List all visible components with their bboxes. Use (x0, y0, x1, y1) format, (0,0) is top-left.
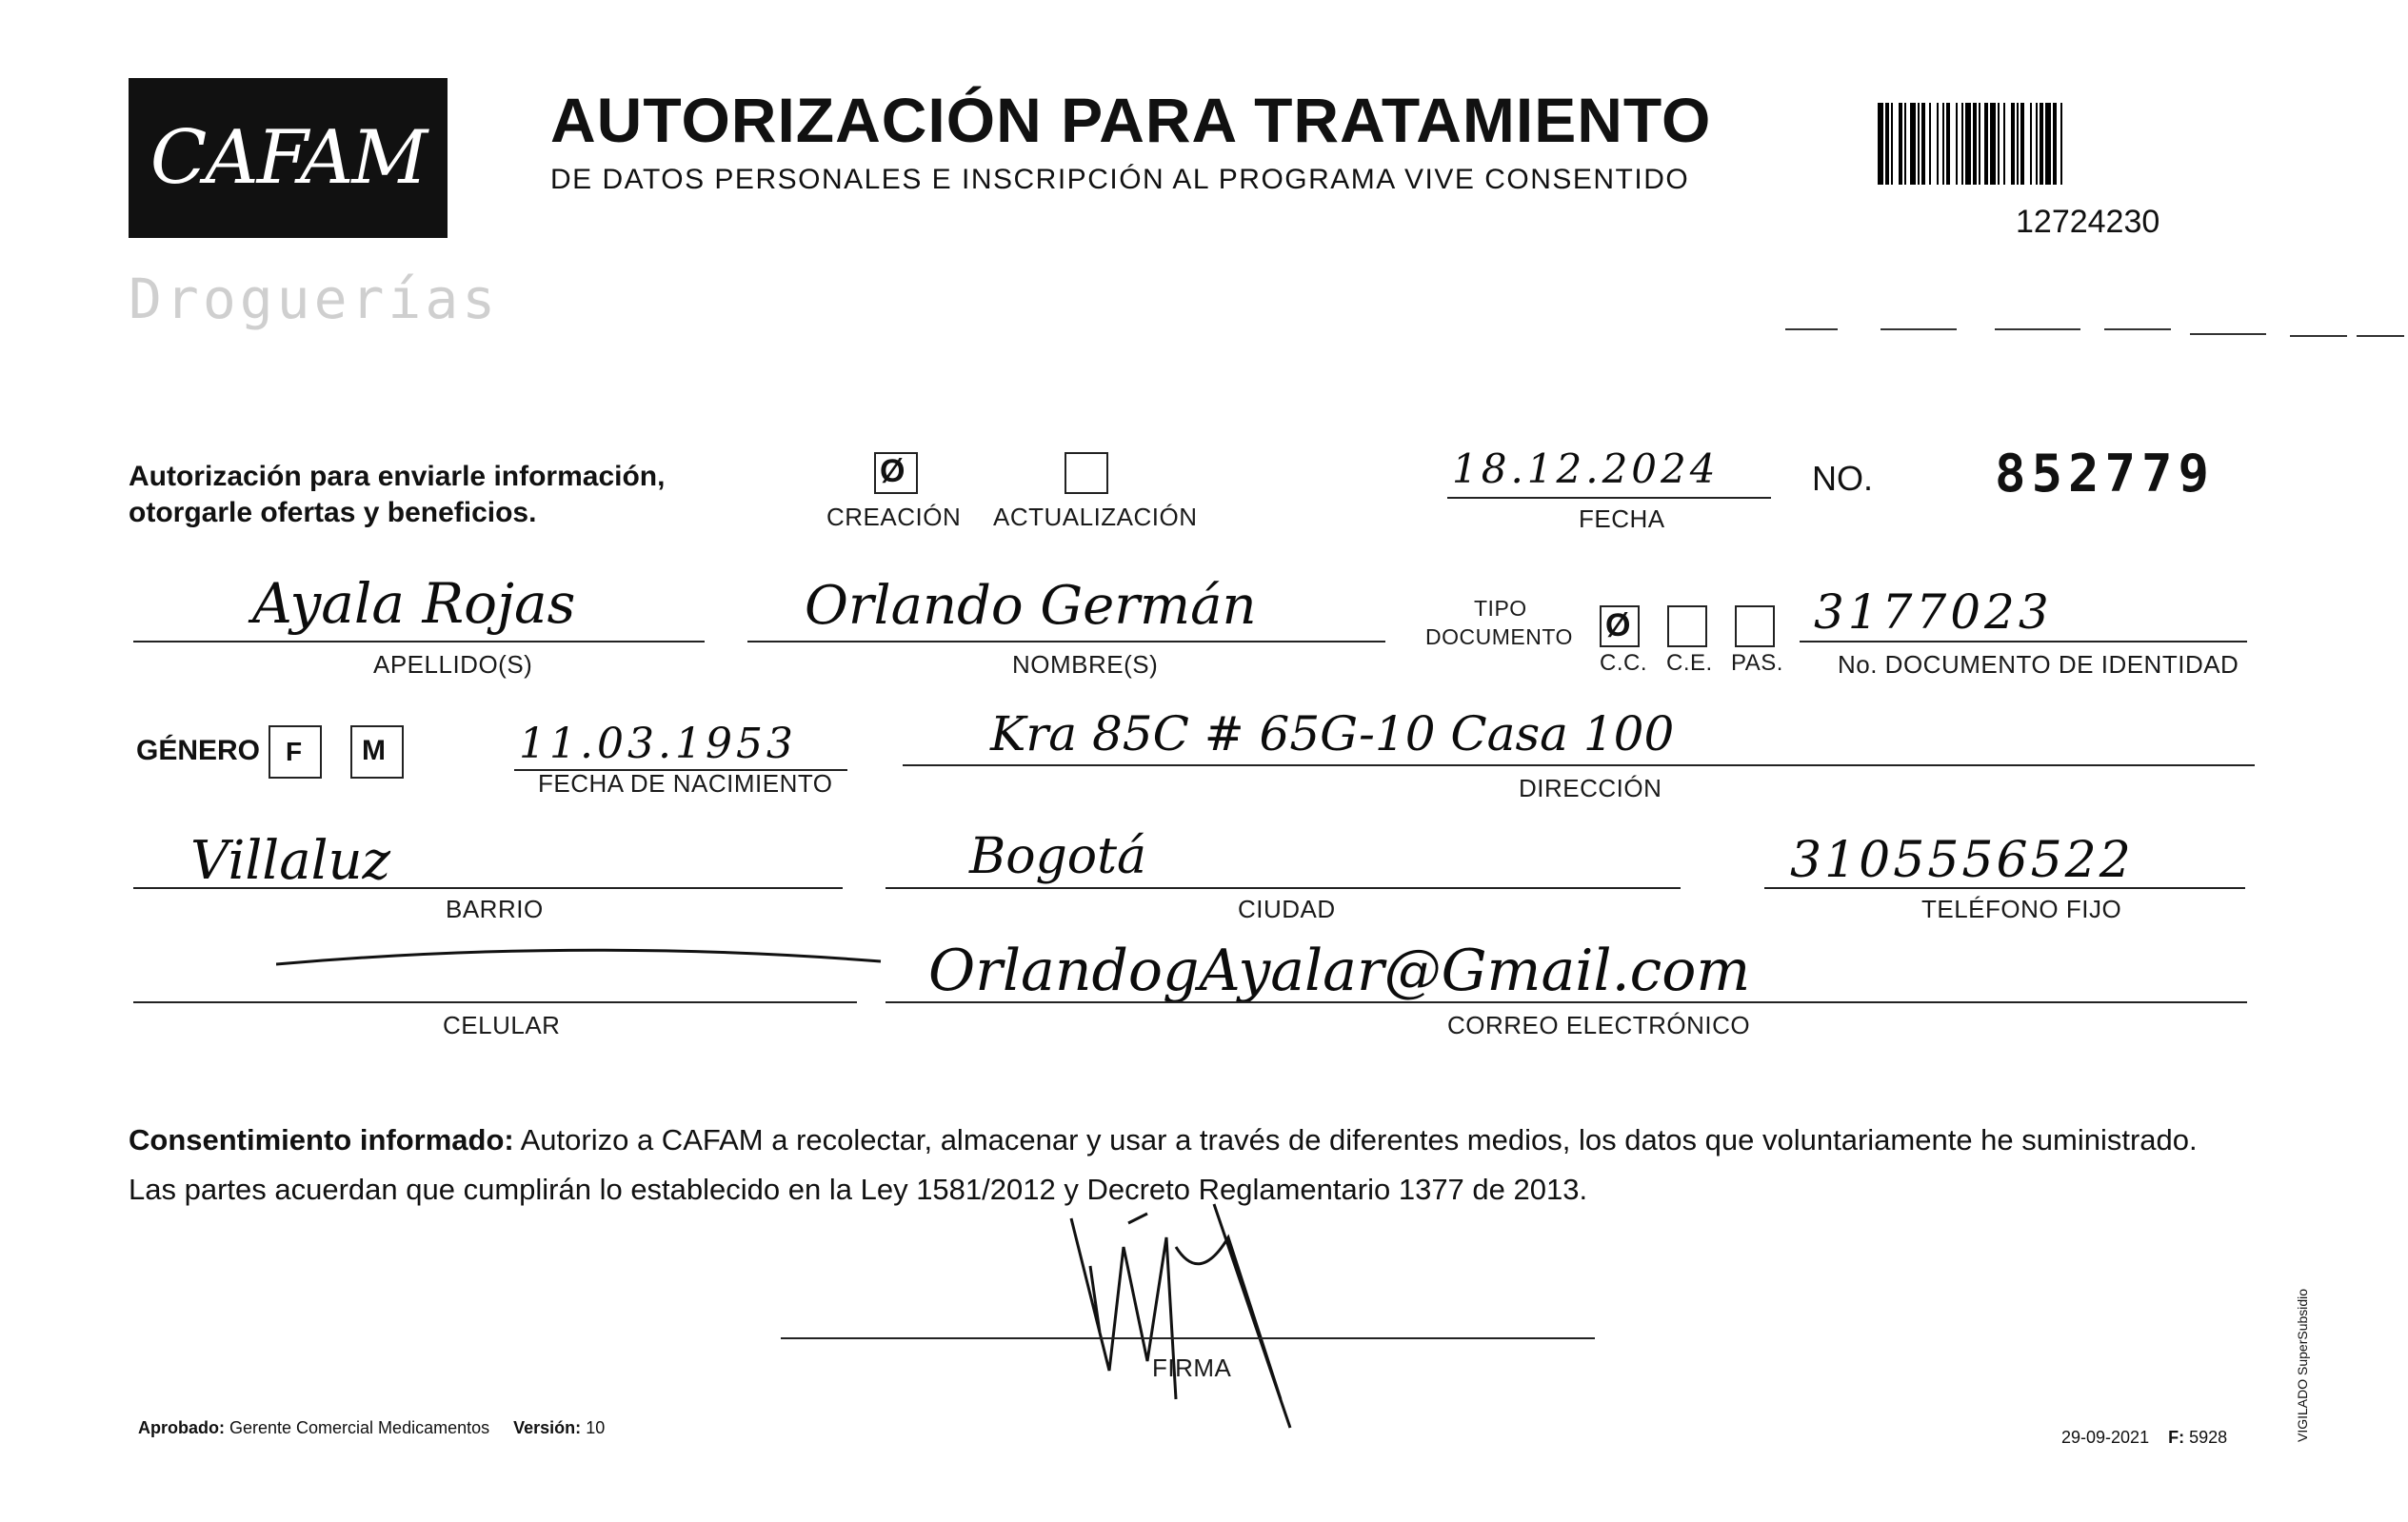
dash-6 (2290, 335, 2347, 337)
fecha-value[interactable]: 18.12.2024 (1452, 445, 1720, 492)
ciudad-label: CIUDAD (1238, 895, 1336, 923)
genero-f-text: F (286, 737, 303, 766)
ciudad-line (886, 887, 1681, 889)
actualizacion-checkbox[interactable] (1065, 452, 1108, 494)
version-label: Versión: (513, 1418, 582, 1437)
celular-strike-line (276, 938, 886, 976)
cc-checkbox[interactable] (1600, 605, 1640, 647)
fecha-line (1447, 497, 1771, 499)
nacimiento-label: FECHA DE NACIMIENTO (538, 769, 833, 798)
vigilado-vertical-text: VIGILADO SuperSubsidio (2295, 1288, 2310, 1442)
form-value: 5928 (2189, 1428, 2228, 1447)
consent-text: Autorizo a CAFAM a recolectar, almacenar y usar a través de diferentes medios, los datos que voluntariamente he suministrado. Las partes acuerdan que cumplirán lo establecido en la Ley 1581/2012 y Decreto Reglamentario 1377 de 2013. (129, 1123, 2198, 1206)
telefono-label: TELÉFONO FIJO (1921, 895, 2122, 923)
dash-3 (1995, 328, 2080, 330)
firma-label: FIRMA (1152, 1354, 1232, 1382)
ce-checkbox[interactable] (1667, 605, 1707, 647)
actualizacion-label: ACTUALIZACIÓN (993, 503, 1198, 531)
genero-f-box[interactable] (269, 725, 322, 779)
authorization-heading-1: Autorización para enviarle información, (129, 461, 666, 492)
documento-value[interactable]: 3177023 (1814, 584, 2053, 640)
footer-approval (138, 1418, 605, 1438)
tipo-label-1: TIPO (1474, 596, 1527, 621)
creacion-checkbox[interactable] (874, 452, 918, 494)
dash-4 (2104, 328, 2171, 330)
firma-line (781, 1337, 1595, 1339)
genero-m-text: M (362, 735, 386, 766)
form-title: AUTORIZACIÓN PARA TRATAMIENTO (550, 85, 1712, 155)
footer-date: 29-09-2021 (2061, 1428, 2150, 1447)
barrio-line (133, 887, 843, 889)
aprobado-label: Aprobado: (138, 1418, 225, 1437)
tipo-label-2: DOCUMENTO (1425, 624, 1573, 649)
barrio-value[interactable]: Villaluz (190, 830, 391, 892)
ciudad-value[interactable]: Bogotá (969, 828, 1147, 885)
genero-m-box[interactable] (350, 725, 404, 779)
documento-line (1800, 641, 2247, 642)
dash-1 (1785, 328, 1838, 330)
cafam-logo: CAFAM (129, 78, 448, 238)
dash-2 (1881, 328, 1957, 330)
nombres-value[interactable]: Orlando Germán (805, 575, 1257, 637)
barcode-bar (2062, 103, 2064, 185)
celular-line (133, 1001, 857, 1003)
authorization-heading-2: otorgarle ofertas y beneficios. (129, 497, 537, 528)
ce-label: C.E. (1666, 650, 1713, 676)
pas-checkbox[interactable] (1735, 605, 1775, 647)
form-label: F: (2168, 1428, 2185, 1447)
telefono-line (1764, 887, 2245, 889)
version-value: 10 (586, 1418, 606, 1437)
telefono-value[interactable]: 3105556522 (1790, 832, 2134, 889)
check-mark-icon: Ø (1605, 607, 1631, 643)
apellidos-label: APELLIDO(S) (373, 650, 533, 679)
documento-label: No. DOCUMENTO DE IDENTIDAD (1838, 650, 2239, 679)
form-subtitle: DE DATOS PERSONALES E INSCRIPCIÓN AL PROGRAMA VIVE CONSENTIDO (550, 164, 1690, 195)
creacion-label: CREACIÓN (826, 503, 962, 531)
aprobado-value: Gerente Comercial Medicamentos (229, 1418, 490, 1437)
cc-label: C.C. (1600, 650, 1647, 676)
barcode-number: 12724230 (2016, 204, 2160, 240)
serial-number: 852779 (1995, 444, 2216, 504)
correo-label: CORREO ELECTRÓNICO (1447, 1011, 1751, 1039)
correo-line (886, 1001, 2247, 1003)
barcode-graphic (1878, 103, 2259, 185)
apellidos-line (133, 641, 705, 642)
celular-label: CELULAR (443, 1011, 561, 1039)
no-label: NO. (1812, 459, 1874, 498)
consent-lead: Consentimiento informado: (129, 1123, 514, 1156)
direccion-value[interactable]: Kra 85C # 65G-10 Casa 100 (990, 706, 1675, 761)
genero-label: GÉNERO (136, 735, 261, 766)
apellidos-value[interactable]: Ayala Rojas (252, 571, 576, 636)
footer-form-info (2061, 1428, 2227, 1448)
barrio-label: BARRIO (446, 895, 544, 923)
direccion-label: DIRECCIÓN (1519, 774, 1662, 802)
dash-5 (2190, 333, 2266, 335)
signature-drawing (1033, 1114, 1347, 1437)
dash-7 (2357, 335, 2404, 337)
correo-value[interactable]: OrlandogAyalar@Gmail.com (928, 938, 1751, 1004)
direccion-line (903, 764, 2255, 766)
pas-label: PAS. (1731, 650, 1783, 676)
nombres-line (747, 641, 1385, 642)
nacimiento-value[interactable]: 11.03.1953 (519, 720, 797, 768)
nombres-label: NOMBRE(S) (1012, 650, 1159, 679)
check-mark-icon: Ø (880, 453, 905, 489)
droguerias-logo-text: Droguerías (129, 267, 500, 331)
fecha-label: FECHA (1579, 504, 1665, 533)
